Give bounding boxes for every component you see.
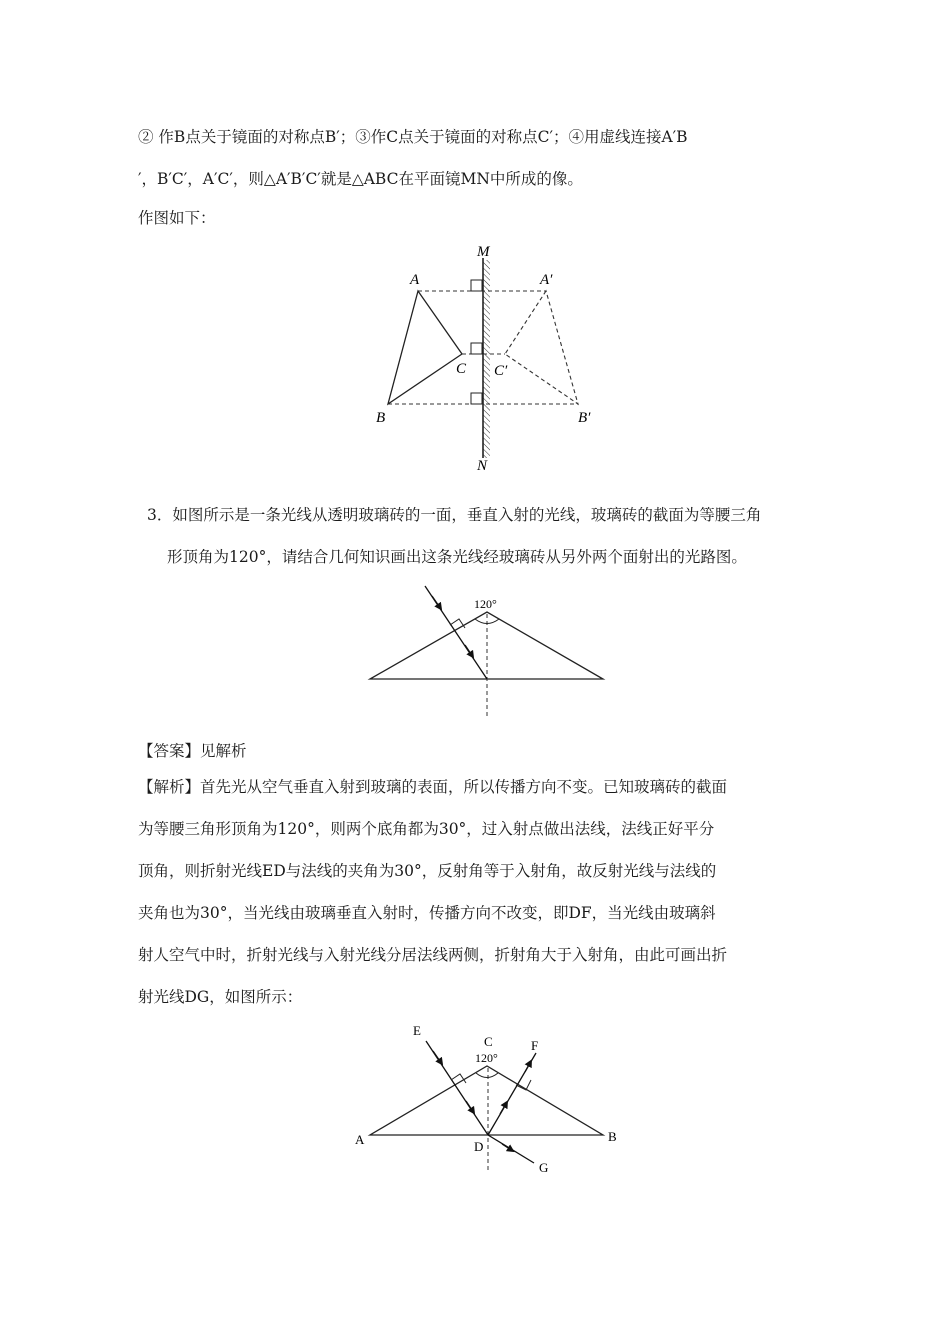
prism-solution-figure (348, 1018, 628, 1180)
question-3-line-2: 形顶角为120°，请结合几何知识画出这条光线经玻璃砖从另外两个面射出的光路图。 (167, 548, 747, 566)
incident-arrow-1 (432, 596, 441, 609)
analysis-line-3: 顶角，则折射光线ED与法线的夹角为30°，反射角等于入射角，故反射光线与法线的 (138, 862, 717, 880)
ray-df-arrow-1 (500, 1102, 507, 1114)
analysis-line-5: 射人空气中时，折射光线与入射光线分居法线两侧，折射角大于入射角，由此可画出折 (138, 946, 728, 964)
label-c-apex: C (484, 1034, 493, 1049)
prism-question-figure (360, 580, 620, 720)
label-a-prime: A′ (540, 272, 553, 288)
ray-dg-arrow (502, 1144, 513, 1151)
label-b-vertex: B (608, 1129, 617, 1144)
step-text-line-2: ′，B′C′，A′C′，则△A′B′C′就是△ABC在平面镜MN中所成的像。 (138, 170, 583, 188)
label-c: C (456, 361, 467, 377)
apex-angle-label: 120° (474, 597, 497, 611)
question-3 (147, 494, 817, 578)
triangle-abc (388, 291, 462, 404)
label-b-prime: B′ (578, 410, 591, 426)
analysis-line-2: 为等腰三角形顶角为120°，则两个底角都为30°，过入射点做出法线，法线正好平分 (138, 820, 715, 838)
mirror-reflection-figure (360, 236, 610, 476)
ray-ed-arrow-2 (466, 1101, 474, 1113)
question-3-line-1: 3．如图所示是一条光线从透明玻璃砖的一面，垂直入射的光线，玻璃砖的截面为等腰三角 (147, 506, 762, 524)
analysis-line-1: 【解析】首先光从空气垂直入射到玻璃的表面，所以传播方向不变。已知玻璃砖的截面 (138, 778, 728, 796)
label-e: E (413, 1023, 421, 1038)
label-a: A (410, 272, 420, 288)
solution-prism-triangle (370, 1066, 603, 1135)
incident-arrow-2 (465, 645, 473, 657)
label-g: G (539, 1160, 549, 1175)
step-text-line-3: 作图如下： (138, 209, 216, 227)
label-angle: 120° (475, 1051, 498, 1065)
mirror-hatching (483, 260, 490, 458)
label-b: B (376, 410, 386, 426)
analysis (138, 766, 814, 1018)
label-f: F (531, 1038, 539, 1053)
solution-apex-arc (476, 1073, 498, 1078)
step-text-line-1: ② 作B点关于镜面的对称点B′；③作C点关于镜面的对称点C′；④用虚线连接A′B (138, 128, 688, 146)
step-text (138, 116, 814, 236)
ray-df-arrow-2 (525, 1061, 531, 1072)
triangle-image (505, 291, 578, 404)
analysis-line-6: 射光线DG，如图所示： (138, 988, 303, 1006)
analysis-line-4: 夹角也为30°，当光线由玻璃垂直入射时，传播方向不改变，即DF，当光线由玻璃斜 (138, 904, 716, 922)
label-d: D (474, 1139, 484, 1154)
right-angle-markers (471, 280, 482, 404)
label-m: M (477, 244, 490, 260)
label-a-vertex: A (355, 1132, 365, 1147)
answer-line: 【答案】见解析 (138, 742, 247, 760)
label-n: N (477, 458, 488, 474)
ray-ed-arrow-1 (433, 1051, 442, 1064)
label-c-prime: C′ (494, 363, 508, 379)
